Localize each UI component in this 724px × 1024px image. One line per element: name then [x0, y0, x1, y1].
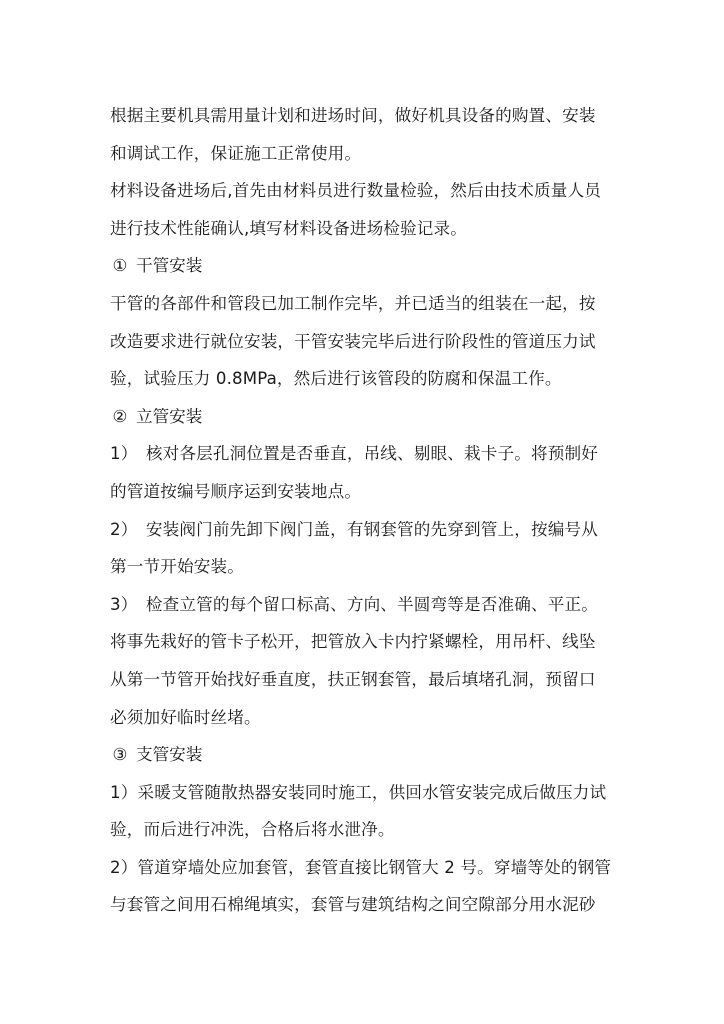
heading-text: 支管安装 — [136, 745, 203, 765]
document-page — [110, 97, 616, 924]
text-line: 改造要求进行就位安装，干管安装完毕后进行阶段性的管道压力试 — [110, 331, 596, 351]
circled-number-2: ② — [112, 406, 128, 426]
text-line: 必须加好临时丝堵。 — [110, 707, 261, 727]
section-heading-main-pipe — [110, 247, 616, 285]
text-line: 1）采暖支管随散热器安装同时施工，供回水管安装完成后做压力试 — [110, 782, 607, 802]
section-heading-riser — [110, 398, 616, 436]
circled-number-1: ① — [112, 256, 128, 276]
text-line: 和调试工作，保证施工正常使用。 — [110, 143, 362, 163]
text-line: 材料设备进场后,首先由材料员进行数量检验，然后由技术质量人员 — [110, 181, 601, 201]
text-line: 2）管道穿墙处应加套管，套管直接比钢管大 2 号。穿墙等处的钢管 — [110, 857, 612, 877]
circled-number-3: ③ — [112, 745, 128, 765]
text-line: 与套管之间用石棉绳填实，套管与建筑结构之间空隙部分用水泥砂 — [110, 895, 596, 915]
text-line: 3） 检查立管的每个留口标高、方向、半圆弯等是否准确、平正。 — [110, 594, 598, 614]
text-line: 从第一节管开始找好垂直度，扶正钢套管，最后填堵孔洞，预留口 — [110, 669, 596, 689]
text-line: 验，而后进行冲洗，合格后将水泄净。 — [110, 820, 395, 840]
text-line: 1） 核对各层孔洞位置是否垂直，吊线、剔眼、栽卡子。将预制好 — [110, 444, 598, 464]
text-line: 根据主要机具需用量计划和进场时间，做好机具设备的购置、安装 — [110, 106, 596, 125]
section-heading-branch-pipe — [110, 736, 616, 774]
text-line: 干管的各部件和管段已加工制作完毕，并已适当的组装在一起，按 — [110, 293, 596, 313]
text-line: 的管道按编号顺序运到安装地点。 — [110, 481, 362, 501]
heading-text: 立管安装 — [136, 406, 203, 426]
text-line: 2） 安装阀门前先卸下阀门盖，有钢套管的先穿到管上，按编号从 — [110, 519, 598, 539]
text-line: 验，试验压力 0.8MPa，然后进行该管段的防腐和保温工作。 — [110, 369, 562, 389]
text-line: 进行技术性能确认,填写材料设备进场检验记录。 — [110, 218, 468, 238]
text-line: 第一节开始安装。 — [110, 557, 244, 577]
heading-text: 干管安装 — [136, 256, 203, 276]
text-line: 将事先栽好的管卡子松开，把管放入卡内拧紧螺栓，用吊杆、线坠 — [110, 632, 596, 652]
